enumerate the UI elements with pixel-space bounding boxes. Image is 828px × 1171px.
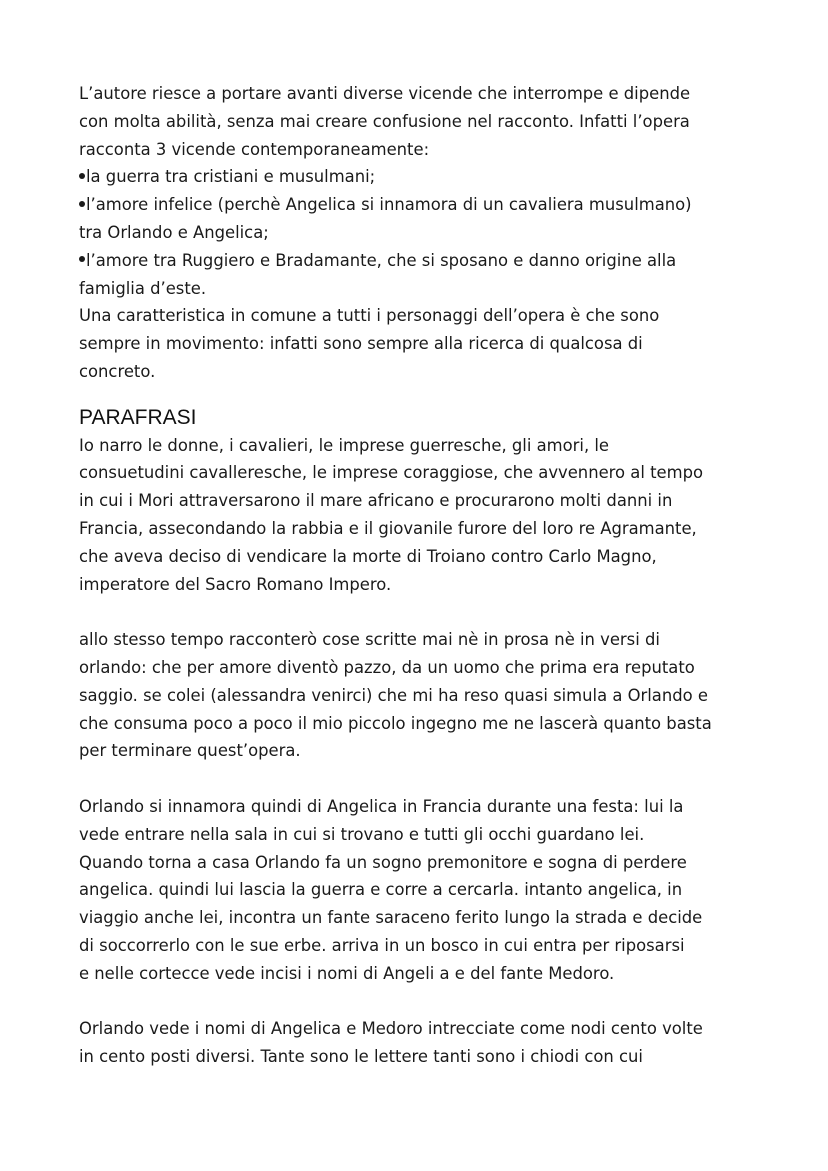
text-line: Una caratteristica in comune a tutti i personaggi dell’opera è che sono [79,306,660,326]
bullet-item [79,191,759,247]
document-body [79,80,759,1071]
text-line: orlando: che per amore diventò pazzo, da un uomo che prima era reputato [79,657,695,677]
text-line: saggio. se colei (alessandra venirci) che mi ha reso quasi simula a Orlando e [79,685,708,705]
bullet-line [79,191,759,219]
text-line: consuetudini cavalleresche, le imprese coraggiose, che avvennero al tempo [79,463,704,483]
bullet-text: la guerra tra cristiani e musulmani; [86,167,376,187]
text-line: di soccorrerlo con le sue erbe. arriva in un bosco in cui entra per riposarsi [79,935,685,955]
text-line: Io narro le donne, i cavalieri, le imprese guerresche, gli amori, le [79,435,610,455]
paragraph [79,1015,759,1071]
bullet-continuation: tra Orlando e Angelica; [79,222,269,242]
text-line: imperatore del Sacro Romano Impero. [79,574,392,594]
text-line: L’autore riesce a portare avanti diverse vicende che interrompe e dipende [79,84,691,103]
text-line: Orlando si innamora quindi di Angelica in Francia durante una festa: lui la [79,796,684,816]
text-line: concreto. [79,361,156,381]
text-line: racconta 3 vicende contemporaneamente: [79,139,430,159]
bullet-item [79,247,759,303]
paragraph-gap [79,598,759,626]
text-line: e nelle cortecce vede incisi i nomi di Angeli a e del fante Medoro. [79,963,615,983]
text-line: per terminare quest’opera. [79,741,301,761]
text-line: che aveva deciso di vendicare la morte di Troiano contro Carlo Magno, [79,546,657,566]
section-heading: PARAFRASI [79,405,197,429]
text-line: che consuma poco a poco il mio piccolo ingegno me ne lascerà quanto basta [79,713,712,733]
paragraph [79,626,759,765]
bullet-text: l’amore infelice (perchè Angelica si innamora di un cavaliera musulmano) [86,195,692,215]
text-line: viaggio anche lei, incontra un fante saraceno ferito lungo la strada e decide [79,908,703,928]
bullet-text: l’amore tra Ruggiero e Bradamante, che si sposano e danno origine alla [86,250,677,270]
paragraph-gap [79,988,759,1016]
bullet-item [79,163,759,191]
text-line: vede entrare nella sala in cui si trovano e tutti gli occhi guardano lei. [79,824,645,844]
paragraph-gap [79,765,759,793]
text-line: angelica. quindi lui lascia la guerra e corre a cercarla. intanto angelica, in [79,880,683,900]
bullet-list [79,163,759,302]
bullet-icon [79,201,85,207]
text-line: allo stesso tempo racconterò cose scritte mai nè in prosa nè in versi di [79,630,660,650]
paragraph [79,793,759,988]
paragraph [79,432,759,599]
bullet-icon [79,256,85,262]
text-line: in cento posti diversi. Tante sono le lettere tanti sono i chiodi con cui [79,1047,643,1067]
intro-section [79,80,759,386]
bullet-continuation: famiglia d’este. [79,278,207,298]
bullet-icon [79,173,85,179]
text-line: con molta abilità, senza mai creare confusione nel racconto. Infatti l’opera [79,111,690,131]
text-line: Orlando vede i nomi di Angelica e Medoro intrecciate come nodi cento volte [79,1019,703,1039]
bullet-line [79,163,759,191]
text-line: sempre in movimento: infatti sono sempre alla ricerca di qualcosa di [79,334,643,354]
bullet-line [79,247,759,275]
text-line: in cui i Mori attraversarono il mare africano e procurarono molti danni in [79,491,673,511]
text-line: Quando torna a casa Orlando fa un sogno premonitore e sogna di perdere [79,852,687,872]
text-line: Francia, assecondando la rabbia e il giovanile furore del loro re Agramante, [79,518,697,538]
